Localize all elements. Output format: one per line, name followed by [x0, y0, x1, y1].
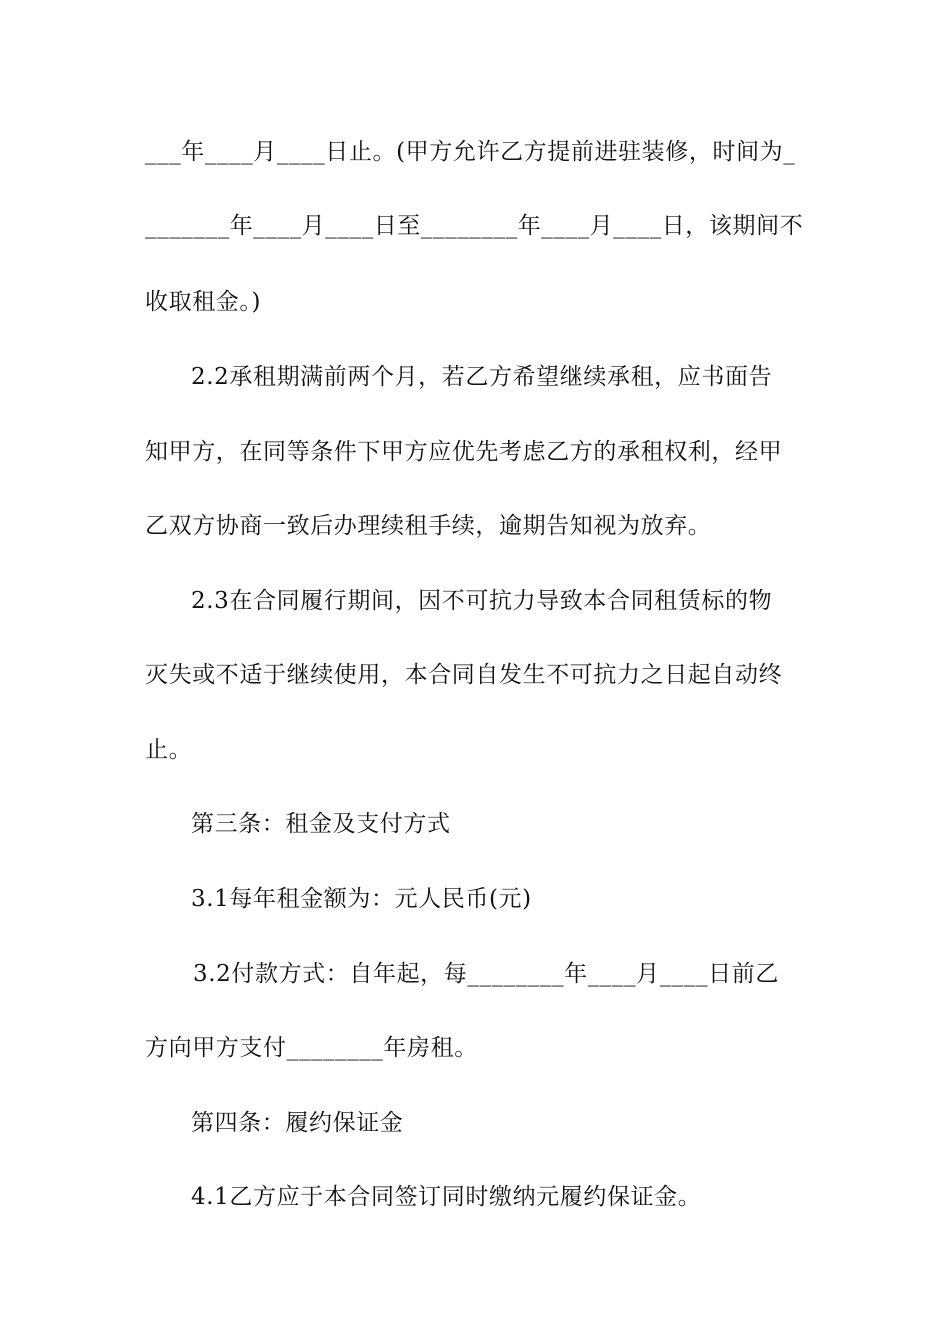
clause-3-1: 3.1每年租金额为：元人民币(元) — [191, 886, 532, 912]
article-4-heading: 第四条：履约保证金 — [191, 1110, 404, 1136]
text-line-1: ___年____月____日止。(甲方允许乙方提前进驻装修，时间为_ — [145, 139, 796, 165]
clause-2-3-line-1: 2.3在合同履行期间，因不可抗力导致本合同租赁标的物 — [191, 588, 773, 614]
text-line-3: 收取租金。) — [145, 289, 262, 315]
clause-3-2-line-2: 方向甲方支付________年房租。 — [145, 1035, 478, 1061]
clause-2-2-line-3: 乙双方协商一致后办理续租手续，逾期告知视为放弃。 — [145, 513, 712, 539]
clause-4-1: 4.1乙方应于本合同签订同时缴纳元履约保证金。 — [191, 1184, 702, 1210]
clause-2-3-line-3: 止。 — [145, 737, 193, 763]
clause-3-2-line-1: 3.2付款方式：自年起，每________年____月____日前乙 — [193, 961, 779, 987]
clause-2-3-line-2: 灭失或不适于继续使用，本合同自发生不可抗力之日起自动终 — [145, 662, 783, 688]
article-3-heading: 第三条：租金及支付方式 — [191, 811, 451, 837]
clause-2-2-line-1: 2.2承租期满前两个月，若乙方希望继续承租，应书面告 — [191, 364, 773, 390]
clause-2-2-line-2: 知甲方，在同等条件下甲方应优先考虑乙方的承租权利，经甲 — [145, 439, 783, 465]
text-line-2: _______年____月____日至________年____月____日，该期间不 — [145, 213, 804, 239]
